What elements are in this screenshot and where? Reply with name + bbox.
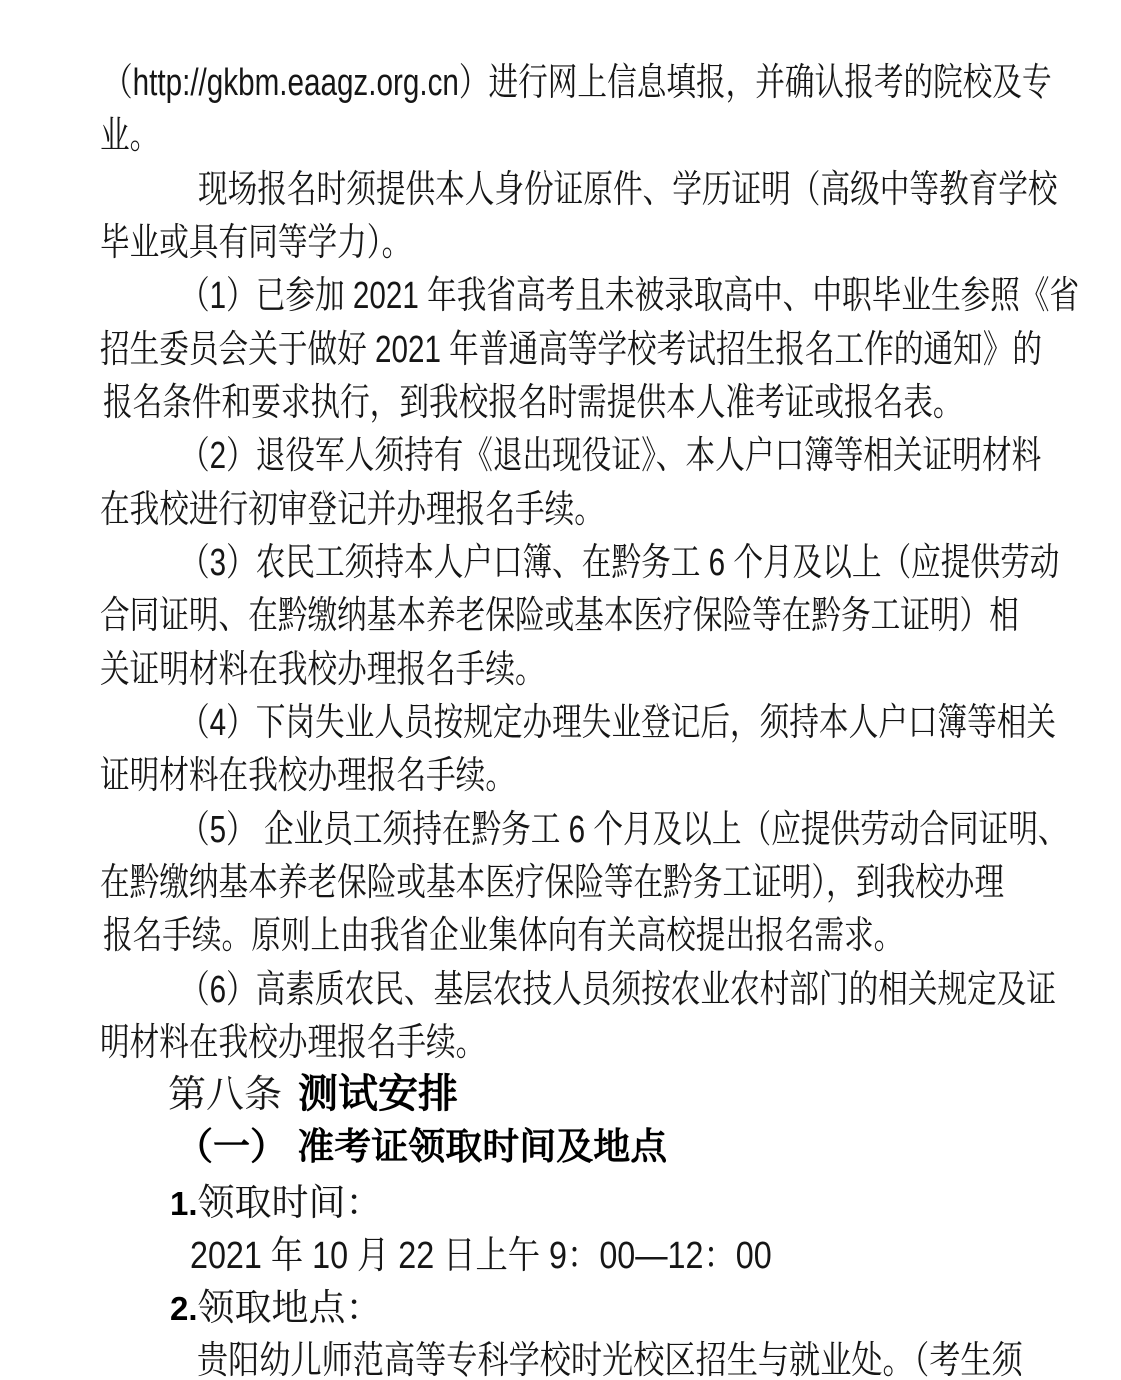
pickup-time-value-line (190, 1233, 874, 1279)
pickup-time-label-line (170, 1180, 383, 1227)
pickup-place-value: 贵阳幼儿师范高等专科学校时光校区招生与就业处。（考生须 (197, 1340, 1023, 1380)
document-line: 关证明材料在我校办理报名手续。 (100, 649, 545, 691)
document-line: 毕业或具有同等学力）。 (100, 222, 412, 264)
document-line: 现场报名时须提供本人身份证原件、学历证明（高级中等教育学校 (198, 169, 1058, 211)
item-1-label: 领取时间： (197, 1182, 383, 1223)
document-line: 明材料在我校办理报名手续。 (100, 1022, 486, 1064)
pickup-place-value-line (197, 1338, 1121, 1380)
pickup-place-label-line (170, 1285, 383, 1332)
url-line (103, 60, 1121, 106)
document-line: 报名手续。原则上由我省企业集体向有关高校提出报名需求。 (103, 915, 904, 957)
document-line: 证明材料在我校办理报名手续。 (100, 755, 515, 797)
section-1-heading: （一） 准考证领取时间及地点 (176, 1126, 668, 1167)
document-line: 招生委员会关于做好 2021 年普通高等学校考试招生报名工作的通知》的 (100, 329, 1042, 371)
article-8-heading (168, 1071, 458, 1118)
article-number: 第八条 (168, 1074, 283, 1116)
document-line: （3）农民工须持本人户口簿、在黔务工 6 个月及以上（应提供劳动 (180, 542, 1060, 584)
article-title: 测试安排 (298, 1072, 459, 1116)
document-line: （4）下岗失业人员按规定办理失业登记后，须持本人户口簿等相关 (180, 702, 1057, 744)
document-line: （5） 企业员工须持在黔务工 6 个月及以上（应提供劳动合同证明、 (180, 809, 1068, 851)
document-line: （6）高素质农民、基层农技人员须按农业农村部门的相关规定及证 (180, 969, 1057, 1011)
item-2-number: 2. (170, 1290, 198, 1327)
document-line: （1）已参加 2021 年我省高考且未被录取高中、中职毕业生参照《省 (180, 275, 1080, 317)
document-line: （2）退役军人须持有《退出现役证》、本人户口簿等相关证明材料 (180, 435, 1042, 477)
document-line: 在黔缴纳基本养老保险或基本医疗保险等在黔务工证明），到我校办理 (100, 862, 1005, 904)
item-2-label: 领取地点： (197, 1287, 383, 1328)
document-line: 报名条件和要求执行，到我校报名时需提供本人准考证或报名表。 (103, 382, 963, 424)
document-line: 在我校进行初审登记并办理报名手续。 (100, 489, 604, 531)
document-line: 合同证明、在黔缴纳基本养老保险或基本医疗保险等在黔务工证明）相 (100, 595, 1019, 637)
item-1-number: 1. (170, 1185, 198, 1222)
document-line: （http://gkbm.eaagz.org.cn）进行网上信息填报，并确认报考的院校及专 (103, 62, 1052, 104)
pickup-time-value: 2021 年 10 月 22 日上午 9：00—12：00 (190, 1235, 772, 1277)
document-line: 业。 (100, 115, 160, 157)
